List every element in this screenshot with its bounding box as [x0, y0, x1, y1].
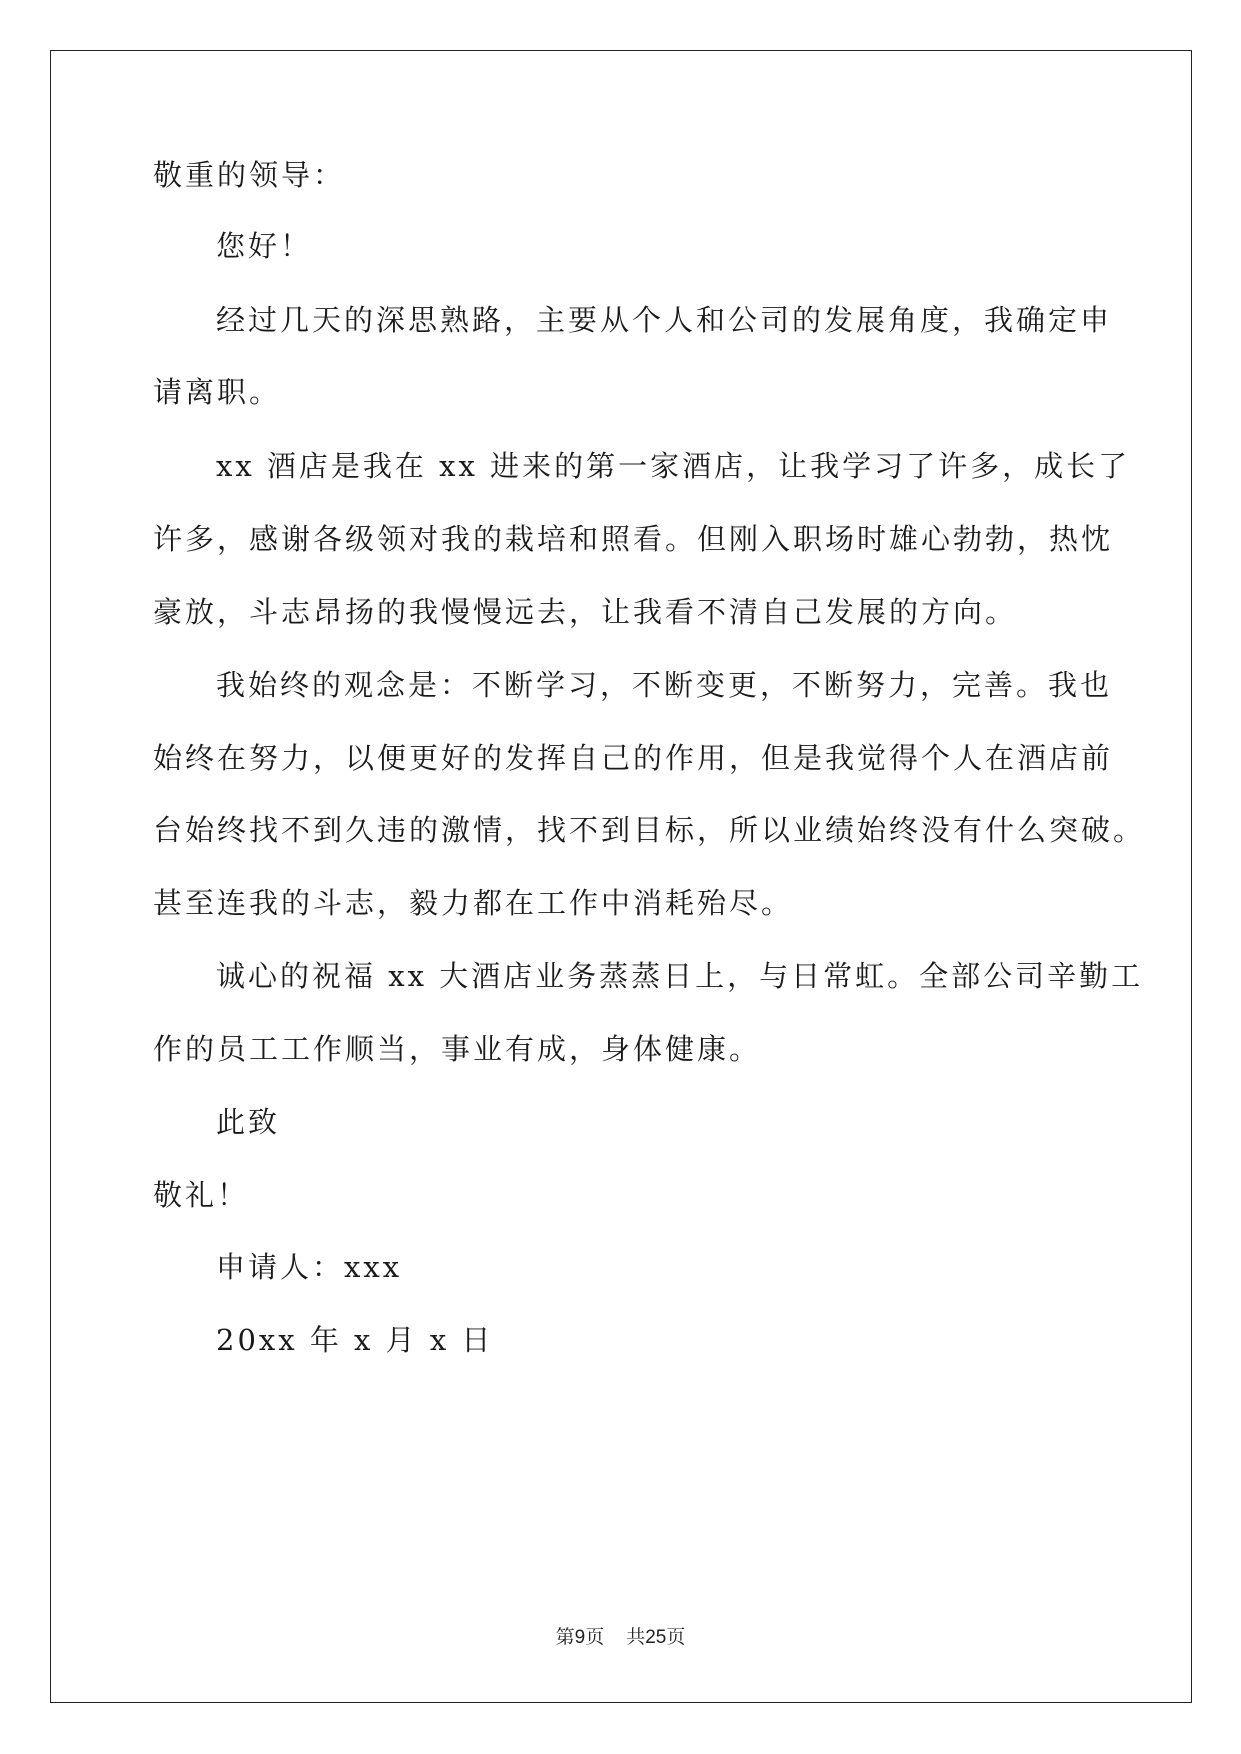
paragraph-3-line-4: 甚至连我的斗志，毅力都在工作中消耗殆尽。 — [153, 886, 794, 920]
paragraph-1-line-1: 经过几天的深思熟路，主要从个人和公司的发展角度，我确定申 — [216, 303, 1113, 337]
closing-ci-zhi: 此致 — [216, 1105, 281, 1139]
total-suffix: 页 — [666, 1626, 686, 1648]
page-number: 9 — [574, 1627, 586, 1648]
paragraph-2-line-3: 豪放，斗志昂扬的我慢慢远去，让我看不清自己发展的方向。 — [153, 595, 1018, 629]
greeting: 您好！ — [216, 229, 313, 263]
paragraph-4-line-1: 诚心的祝福 xx 大酒店业务蒸蒸日上，与日常虹。全部公司辛勤工 — [216, 959, 1144, 993]
total-pages: 25 — [645, 1627, 667, 1648]
paragraph-4-line-2: 作的员工工作顺当，事业有成，身体健康。 — [153, 1032, 762, 1066]
total-prefix: 共 — [626, 1626, 646, 1648]
paragraph-1-line-2: 请离职。 — [153, 375, 282, 409]
applicant-line: 申请人：xxx — [216, 1250, 403, 1284]
page-suffix: 页 — [585, 1626, 605, 1648]
page-footer — [0, 1625, 1241, 1650]
salutation: 敬重的领导： — [153, 158, 346, 192]
paragraph-2-line-2: 许多，感谢各级领对我的栽培和照看。但刚入职场时雄心勃勃，热忱 — [153, 522, 1114, 556]
paragraph-3-line-1: 我始终的观念是：不断学习，不断变更，不断努力，完善。我也 — [216, 668, 1113, 702]
page-border — [50, 50, 1192, 1703]
paragraph-3-line-3: 台始终找不到久违的激情，找不到目标，所以业绩始终没有什么突破。 — [153, 813, 1146, 847]
paragraph-3-line-2: 始终在努力，以便更好的发挥自己的作用，但是我觉得个人在酒店前 — [153, 741, 1114, 775]
page-prefix: 第 — [555, 1626, 575, 1648]
paragraph-2-line-1: xx 酒店是我在 xx 进来的第一家酒店，让我学习了许多，成长了 — [216, 449, 1131, 483]
closing-jing-li: 敬礼！ — [153, 1178, 250, 1212]
date-line: 20xx 年 x 月 x 日 — [216, 1323, 494, 1357]
